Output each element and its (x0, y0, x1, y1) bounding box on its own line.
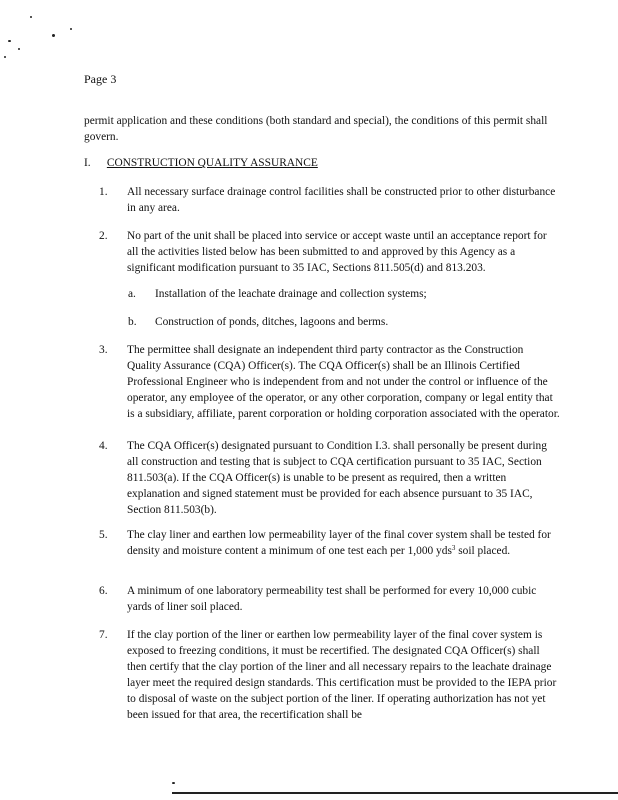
scan-speck (4, 56, 6, 58)
item-text: If the clay portion of the liner or earthen low permeability layer of the final cover system is exposed to freezing conditions, it must be recertified. The designated CQA Officer(s) shall then certify that the clay portion of the liner and all necessary repairs to the leachate drainage layer meet the required design standards. This certification must be provided to the IEPA prior to disposal of waste on the subject portion of the liner. If operating authorization has not yet been issued for that area, the recertification shall be (127, 629, 557, 721)
scan-speck (172, 782, 175, 784)
item-number: 7. (99, 629, 108, 641)
subitem-text: Installation of the leachate drainage and collection systems; (155, 288, 427, 300)
section-heading (84, 155, 318, 171)
scan-speck (70, 28, 72, 30)
intro-paragraph: permit application and these conditions (both standard and special), the conditions of this permit shall govern. (84, 115, 548, 143)
page-label: Page 3 (84, 72, 117, 86)
condition-subitem-2a (128, 286, 548, 302)
condition-item-6 (99, 583, 559, 615)
condition-item-4 (99, 438, 559, 518)
subitem-letter: a. (128, 288, 136, 300)
item-text: The permittee shall designate an independent third party contractor as the Construction Quality Assurance (CQA) Officer(s). The CQA Officer(s) shall be an Illinois Certified Professional Engineer who is independent from and not under the control or influence of the operator, any employee of the operator, or any other corporation, company or legal entity that is a subsidiary, affiliate, parent corporation or holding corporation associated with the operator. (127, 344, 560, 420)
item-text-part: The clay liner and earthen low permeability layer of the final cover system shall be tested for density and moisture content a minimum of one test each per 1,000 yds (127, 529, 551, 557)
scan-speck (18, 48, 20, 50)
item-text-part: soil placed. (455, 545, 511, 557)
item-text (127, 527, 560, 559)
item-number: 5. (99, 529, 108, 541)
scan-speck (30, 16, 32, 18)
item-text: The CQA Officer(s) designated pursuant to Condition I.3. shall personally be present during all construction and testing that is subject to CQA certification pursuant to 35 IAC, Section 811.503(a). If the CQA Officer(s) is unable to be present as required, then a written explanation and signed statement must be provided for each absence pursuant to 35 IAC, Section 811.503(b). (127, 440, 547, 516)
item-text: No part of the unit shall be placed into service or accept waste until an acceptance report for all the activities listed below has been submitted to and approved by this Agency as a significant modification pursuant to 35 IAC, Sections 811.505(d) and 813.203. (127, 230, 547, 274)
condition-item-7 (99, 627, 559, 723)
condition-item-1 (99, 184, 559, 216)
condition-subitem-2b (128, 314, 548, 330)
superscript-cubed: 3 (451, 544, 456, 552)
scan-speck (8, 40, 11, 42)
item-text: All necessary surface drainage control facilities shall be constructed prior to other disturbance in any area. (127, 186, 556, 214)
subitem-text: Construction of ponds, ditches, lagoons and berms. (155, 316, 389, 328)
subitem-letter: b. (128, 316, 137, 328)
section-title: CONSTRUCTION QUALITY ASSURANCE (106, 157, 318, 169)
item-number: 2. (99, 230, 108, 242)
condition-item-3 (99, 342, 559, 422)
item-number: 1. (99, 186, 108, 198)
item-number: 3. (99, 344, 108, 356)
item-text: A minimum of one laboratory permeability test shall be performed for every 10,000 cubic yards of liner soil placed. (127, 585, 537, 613)
footer-rule (172, 792, 618, 794)
condition-item-5 (99, 527, 559, 559)
item-number: 6. (99, 585, 108, 597)
item-number: 4. (99, 440, 108, 452)
scan-speck (52, 34, 55, 37)
condition-item-2 (99, 228, 559, 276)
section-number: I. (84, 157, 91, 169)
